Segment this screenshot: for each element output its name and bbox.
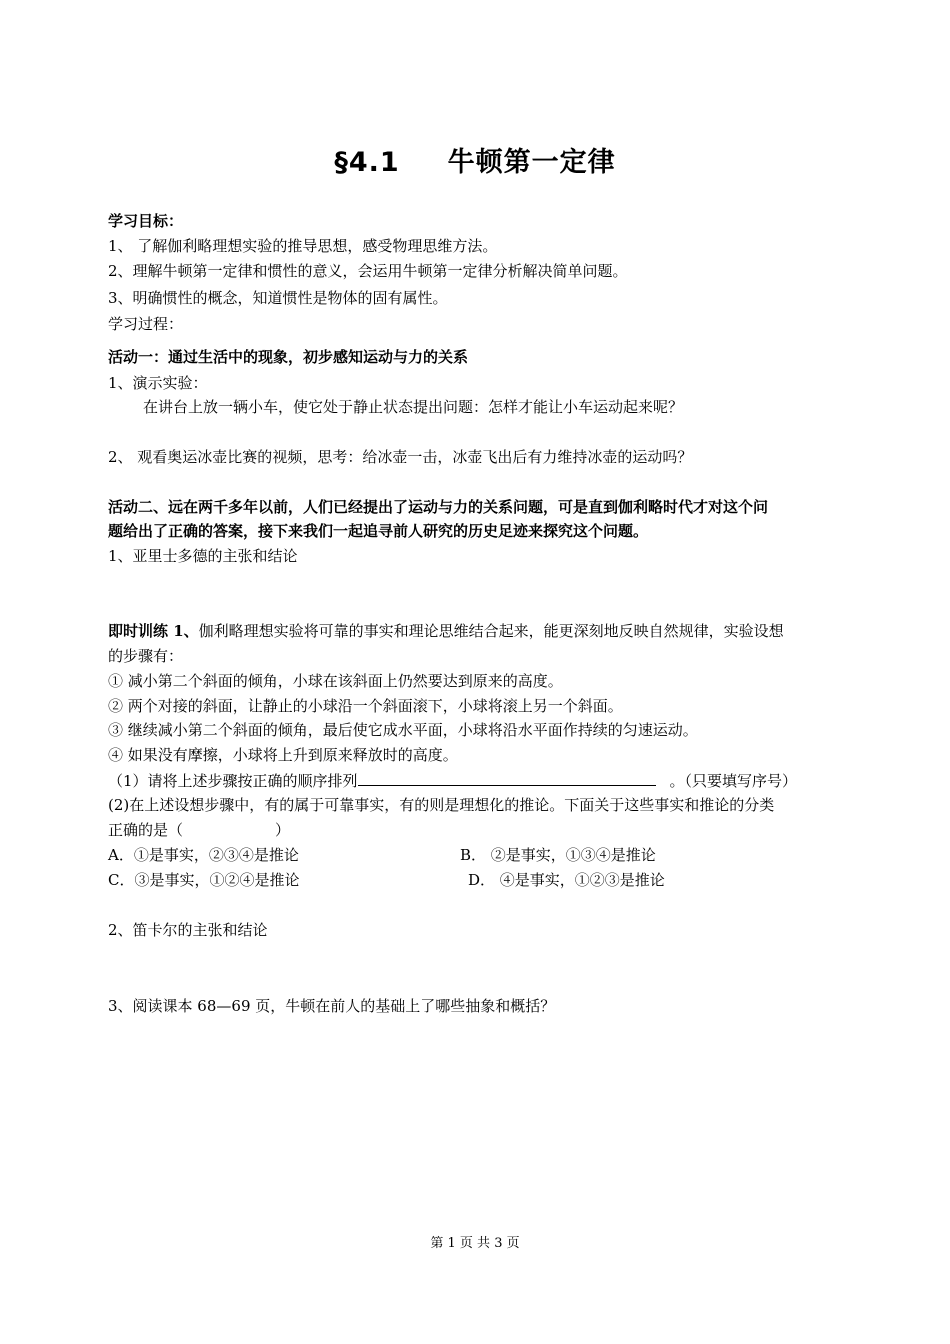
item-descartes: 2、笛卡尔的主张和结论: [108, 921, 268, 939]
item-reading: 3、阅读课本 68—69 页，牛顿在前人的基础上了哪些抽象和概括？: [108, 997, 556, 1015]
question-2-line1: (2)在上述设想步骤中，有的属于可靠事实，有的则是理想化的推论。下面关于这些事实和推论的分类: [108, 796, 775, 814]
options-row-1: [108, 845, 848, 865]
option-c: C．③是事实，①②④是推论: [108, 871, 300, 889]
answer-blank-line[interactable]: [358, 770, 656, 786]
activity2-heading-line1: 活动二、远在两千多年以前，人们已经提出了运动与力的关系问题，可是直到伽利略时代才对这个问: [108, 498, 769, 516]
activity1-demo-label: 1、演示实验：: [108, 374, 208, 392]
exercise-intro-line2: 的步骤有：: [108, 647, 184, 665]
options-row-2: [108, 870, 848, 890]
question-2-line2: [108, 820, 290, 840]
option-d: D． ④是事实，①②③是推论: [468, 871, 665, 889]
section-number: §4.1: [334, 147, 400, 178]
page-title: [0, 140, 950, 179]
section-name: 牛顿第一定律: [447, 147, 616, 178]
activity1-demo-text: 在讲台上放一辆小车，使它处于静止状态提出问题：怎样才能让小车运动起来呢？: [143, 398, 684, 416]
process-heading: 学习过程：: [108, 315, 184, 333]
goals-heading: 学习目标：: [108, 212, 184, 230]
question-1-suffix: 。（只要填写序号）: [669, 772, 798, 790]
question-1: [108, 770, 797, 791]
exercise-step-2: ② 两个对接的斜面，让静止的小球沿一个斜面滚下，小球将滚上另一个斜面。: [108, 697, 623, 715]
goal-item-2: 2、理解牛顿第一定律和惯性的意义，会运用牛顿第一定律分析解决简单问题。: [108, 262, 628, 280]
page-footer: 第 1 页 共 3 页: [430, 1236, 520, 1251]
activity1-heading: 活动一：通过生活中的现象，初步感知运动与力的关系: [108, 348, 469, 366]
option-a: A．①是事实，②③④是推论: [108, 846, 299, 864]
exercise-intro-line1: [108, 621, 784, 641]
goal-item-1: 1、 了解伽利略理想实验的推导思想，感受物理思维方法。: [108, 237, 498, 255]
exercise-step-3: ③ 继续减小第二个斜面的倾角，最后使它成水平面，小球将沿水平面作持续的匀速运动。: [108, 721, 698, 739]
exercise-step-4: ④ 如果没有摩擦，小球将上升到原来释放时的高度。: [108, 746, 458, 764]
question-1-prefix: （1）请将上述步骤按正确的顺序排列: [108, 772, 358, 790]
option-b: B． ②是事实，①③④是推论: [460, 846, 656, 864]
exercise-intro-text: 伽利略理想实验将可靠的事实和理论思维结合起来，能更深刻地反映自然规律，实验设想: [198, 622, 784, 640]
question-2-prefix: 正确的是（: [108, 821, 184, 839]
exercise-label: 即时训练 1、: [108, 622, 199, 640]
exercise-step-1: ① 减小第二个斜面的倾角，小球在该斜面上仍然要达到原来的高度。: [108, 672, 563, 690]
activity1-item2: 2、 观看奥运冰壶比赛的视频，思考：给冰壶一击，冰壶飞出后有力维持冰壶的运动吗？: [108, 448, 693, 466]
activity2-item1: 1、亚里士多德的主张和结论: [108, 547, 298, 565]
activity2-heading-line2: 题给出了正确的答案，接下来我们一起追寻前人研究的历史足迹来探究这个问题。: [108, 522, 649, 540]
question-2-suffix: ）: [275, 821, 291, 839]
goal-item-3: 3、明确惯性的概念，知道惯性是物体的固有属性。: [108, 289, 448, 307]
